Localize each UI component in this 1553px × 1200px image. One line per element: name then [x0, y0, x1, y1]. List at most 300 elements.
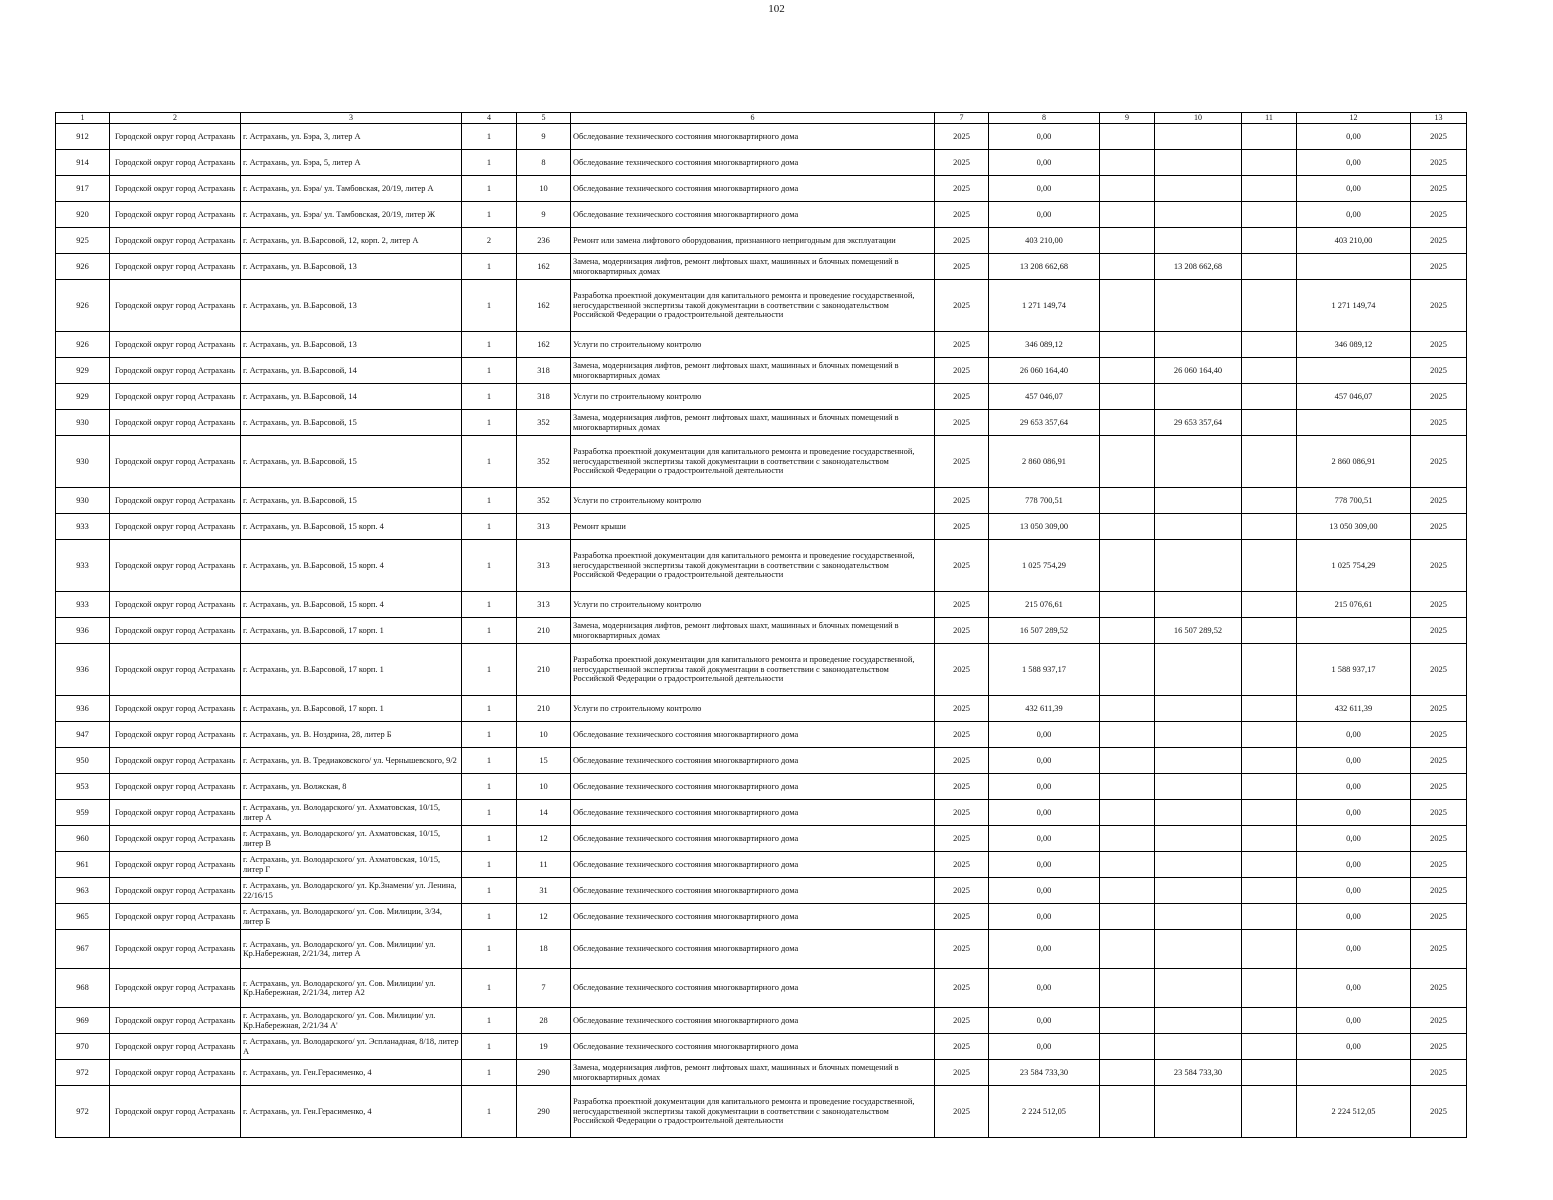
col-9-value — [1100, 384, 1155, 410]
total-cost: 13 050 309,00 — [989, 514, 1100, 540]
col-12-value: 215 076,61 — [1297, 592, 1411, 618]
col-4-value: 1 — [462, 748, 517, 774]
address: г. Астрахань, ул. Волжская, 8 — [241, 774, 462, 800]
completion-year: 2025 — [1411, 696, 1467, 722]
completion-year: 2025 — [1411, 202, 1467, 228]
col-12-value — [1297, 618, 1411, 644]
col-4-value: 1 — [462, 280, 517, 332]
col-10-value — [1155, 826, 1242, 852]
row-number: 953 — [56, 774, 110, 800]
row-number: 930 — [56, 488, 110, 514]
work-type: Замена, модернизация лифтов, ремонт лифтовых шахт, машинных и блочных помещений в многоквартирных домах — [571, 410, 935, 436]
col-9-value — [1100, 124, 1155, 150]
work-type: Замена, модернизация лифтов, ремонт лифтовых шахт, машинных и блочных помещений в многоквартирных домах — [571, 254, 935, 280]
col-9-value — [1100, 722, 1155, 748]
completion-year: 2025 — [1411, 969, 1467, 1008]
col-9-value — [1100, 1086, 1155, 1138]
address: г. Астрахань, ул. В.Барсовой, 13 — [241, 254, 462, 280]
col-5-value: 318 — [517, 384, 571, 410]
col-11-value — [1242, 202, 1297, 228]
col-4-value: 1 — [462, 774, 517, 800]
col-4-value: 1 — [462, 124, 517, 150]
col-9-value — [1100, 202, 1155, 228]
completion-year: 2025 — [1411, 332, 1467, 358]
col-10-value: 26 060 164,40 — [1155, 358, 1242, 384]
work-type: Ремонт крыши — [571, 514, 935, 540]
col-12-value — [1297, 1060, 1411, 1086]
col-11-value — [1242, 878, 1297, 904]
completion-year: 2025 — [1411, 644, 1467, 696]
completion-year: 2025 — [1411, 124, 1467, 150]
col-9-value — [1100, 644, 1155, 696]
col-12-value: 2 224 512,05 — [1297, 1086, 1411, 1138]
col-12-value: 346 089,12 — [1297, 332, 1411, 358]
table-row — [56, 618, 1467, 644]
col-11-value — [1242, 228, 1297, 254]
total-cost: 1 588 937,17 — [989, 644, 1100, 696]
total-cost: 2 224 512,05 — [989, 1086, 1100, 1138]
col-5-value: 31 — [517, 878, 571, 904]
address: г. Астрахань, ул. В.Барсовой, 17 корп. 1 — [241, 644, 462, 696]
address: г. Астрахань, ул. Володарского/ ул. Сов. Милиции/ ул. Кр.Набережная, 2/21/34, литер А — [241, 930, 462, 969]
year: 2025 — [935, 1086, 989, 1138]
col-12-value: 0,00 — [1297, 722, 1411, 748]
completion-year: 2025 — [1411, 436, 1467, 488]
completion-year: 2025 — [1411, 930, 1467, 969]
column-header-12: 12 — [1297, 113, 1411, 124]
col-11-value — [1242, 748, 1297, 774]
col-4-value: 1 — [462, 540, 517, 592]
address: г. Астрахань, ул. Володарского/ ул. Эспланадная, 8/18, литер А — [241, 1034, 462, 1060]
municipality: Городской округ город Астрахань — [110, 332, 241, 358]
table-body — [56, 124, 1467, 1138]
col-11-value — [1242, 332, 1297, 358]
work-type: Услуги по строительному контролю — [571, 384, 935, 410]
col-12-value: 0,00 — [1297, 904, 1411, 930]
row-number: 969 — [56, 1008, 110, 1034]
col-5-value: 18 — [517, 930, 571, 969]
year: 2025 — [935, 826, 989, 852]
column-header-1: 1 — [56, 113, 110, 124]
column-header-8: 8 — [989, 113, 1100, 124]
col-10-value: 16 507 289,52 — [1155, 618, 1242, 644]
total-cost: 0,00 — [989, 878, 1100, 904]
col-4-value: 1 — [462, 878, 517, 904]
completion-year: 2025 — [1411, 1060, 1467, 1086]
municipality: Городской округ город Астрахань — [110, 202, 241, 228]
col-12-value: 0,00 — [1297, 800, 1411, 826]
col-10-value — [1155, 436, 1242, 488]
col-5-value: 12 — [517, 904, 571, 930]
total-cost: 23 584 733,30 — [989, 1060, 1100, 1086]
col-12-value: 1 588 937,17 — [1297, 644, 1411, 696]
col-4-value: 1 — [462, 514, 517, 540]
table-row — [56, 436, 1467, 488]
work-type: Услуги по строительному контролю — [571, 488, 935, 514]
completion-year: 2025 — [1411, 852, 1467, 878]
col-10-value — [1155, 800, 1242, 826]
year: 2025 — [935, 150, 989, 176]
table-row — [56, 1034, 1467, 1060]
address: г. Астрахань, ул. В.Барсовой, 12, корп. 2, литер А — [241, 228, 462, 254]
address: г. Астрахань, ул. Володарского/ ул. Кр.Знамени/ ул. Ленина, 22/16/15 — [241, 878, 462, 904]
total-cost: 26 060 164,40 — [989, 358, 1100, 384]
work-type: Разработка проектной документации для капитального ремонта и проведение государственной, негосударственной экспертизы такой документации в соответствии с законодательством Российской Федерации о градостроительной деятельности — [571, 540, 935, 592]
col-10-value — [1155, 878, 1242, 904]
completion-year: 2025 — [1411, 1008, 1467, 1034]
total-cost: 0,00 — [989, 969, 1100, 1008]
col-4-value: 1 — [462, 852, 517, 878]
address: г. Астрахань, ул. В.Барсовой, 13 — [241, 280, 462, 332]
col-10-value — [1155, 1086, 1242, 1138]
col-9-value — [1100, 748, 1155, 774]
col-9-value — [1100, 1060, 1155, 1086]
col-11-value — [1242, 774, 1297, 800]
row-number: 912 — [56, 124, 110, 150]
col-4-value: 1 — [462, 150, 517, 176]
col-12-value: 403 210,00 — [1297, 228, 1411, 254]
total-cost: 0,00 — [989, 1008, 1100, 1034]
col-11-value — [1242, 696, 1297, 722]
col-9-value — [1100, 436, 1155, 488]
column-header-9: 9 — [1100, 113, 1155, 124]
col-12-value — [1297, 410, 1411, 436]
work-type: Обследование технического состояния многоквартирного дома — [571, 800, 935, 826]
col-10-value — [1155, 384, 1242, 410]
col-12-value: 0,00 — [1297, 202, 1411, 228]
col-4-value: 1 — [462, 176, 517, 202]
table-row — [56, 254, 1467, 280]
work-type: Обследование технического состояния многоквартирного дома — [571, 969, 935, 1008]
work-type: Обследование технического состояния многоквартирного дома — [571, 852, 935, 878]
total-cost: 0,00 — [989, 852, 1100, 878]
address: г. Астрахань, ул. В.Барсовой, 15 — [241, 436, 462, 488]
table-row — [56, 150, 1467, 176]
col-4-value: 1 — [462, 384, 517, 410]
municipality: Городской округ город Астрахань — [110, 1060, 241, 1086]
year: 2025 — [935, 852, 989, 878]
col-9-value — [1100, 969, 1155, 1008]
col-10-value — [1155, 930, 1242, 969]
year: 2025 — [935, 774, 989, 800]
year: 2025 — [935, 202, 989, 228]
year: 2025 — [935, 124, 989, 150]
col-9-value — [1100, 592, 1155, 618]
table-row — [56, 592, 1467, 618]
table-row — [56, 202, 1467, 228]
col-5-value: 352 — [517, 436, 571, 488]
work-type: Разработка проектной документации для капитального ремонта и проведение государственной, негосударственной экспертизы такой документации в соответствии с законодательством Российской Федерации о градостроительной деятельности — [571, 280, 935, 332]
address: г. Астрахань, ул. В.Барсовой, 15 корп. 4 — [241, 592, 462, 618]
col-5-value: 210 — [517, 696, 571, 722]
col-5-value: 11 — [517, 852, 571, 878]
col-11-value — [1242, 930, 1297, 969]
col-9-value — [1100, 176, 1155, 202]
col-4-value: 1 — [462, 202, 517, 228]
work-type: Ремонт или замена лифтового оборудования, признанного непригодным для эксплуатации — [571, 228, 935, 254]
col-10-value — [1155, 540, 1242, 592]
col-9-value — [1100, 514, 1155, 540]
col-11-value — [1242, 592, 1297, 618]
col-9-value — [1100, 540, 1155, 592]
col-5-value: 352 — [517, 488, 571, 514]
municipality: Городской округ город Астрахань — [110, 644, 241, 696]
col-11-value — [1242, 969, 1297, 1008]
col-12-value: 778 700,51 — [1297, 488, 1411, 514]
work-type: Замена, модернизация лифтов, ремонт лифтовых шахт, машинных и блочных помещений в многоквартирных домах — [571, 358, 935, 384]
address: г. Астрахань, ул. Ген.Герасименко, 4 — [241, 1086, 462, 1138]
col-9-value — [1100, 1034, 1155, 1060]
completion-year: 2025 — [1411, 176, 1467, 202]
total-cost: 0,00 — [989, 930, 1100, 969]
col-5-value: 10 — [517, 774, 571, 800]
municipality: Городской округ город Астрахань — [110, 488, 241, 514]
row-number: 959 — [56, 800, 110, 826]
col-10-value — [1155, 722, 1242, 748]
completion-year: 2025 — [1411, 150, 1467, 176]
year: 2025 — [935, 228, 989, 254]
work-type: Обследование технического состояния многоквартирного дома — [571, 930, 935, 969]
col-5-value: 210 — [517, 618, 571, 644]
col-12-value: 1 271 149,74 — [1297, 280, 1411, 332]
col-11-value — [1242, 540, 1297, 592]
municipality: Городской округ город Астрахань — [110, 514, 241, 540]
address: г. Астрахань, ул. Володарского/ ул. Ахматовская, 10/15, литер А — [241, 800, 462, 826]
col-10-value — [1155, 904, 1242, 930]
col-4-value: 1 — [462, 358, 517, 384]
year: 2025 — [935, 384, 989, 410]
col-11-value — [1242, 1086, 1297, 1138]
col-5-value: 162 — [517, 280, 571, 332]
address: г. Астрахань, ул. В.Барсовой, 15 — [241, 488, 462, 514]
row-number: 929 — [56, 384, 110, 410]
col-11-value — [1242, 176, 1297, 202]
row-number: 936 — [56, 696, 110, 722]
year: 2025 — [935, 254, 989, 280]
table-row — [56, 696, 1467, 722]
col-11-value — [1242, 904, 1297, 930]
col-12-value: 0,00 — [1297, 176, 1411, 202]
col-5-value: 8 — [517, 150, 571, 176]
work-type: Услуги по строительному контролю — [571, 696, 935, 722]
work-type: Замена, модернизация лифтов, ремонт лифтовых шахт, машинных и блочных помещений в многоквартирных домах — [571, 1060, 935, 1086]
col-4-value: 1 — [462, 826, 517, 852]
col-9-value — [1100, 358, 1155, 384]
completion-year: 2025 — [1411, 878, 1467, 904]
table-row — [56, 124, 1467, 150]
col-10-value — [1155, 696, 1242, 722]
address: г. Астрахань, ул. Бэра/ ул. Тамбовская, 20/19, литер А — [241, 176, 462, 202]
col-4-value: 1 — [462, 1034, 517, 1060]
address: г. Астрахань, ул. В.Барсовой, 17 корп. 1 — [241, 618, 462, 644]
work-type: Обследование технического состояния многоквартирного дома — [571, 1008, 935, 1034]
column-header-3: 3 — [241, 113, 462, 124]
col-11-value — [1242, 644, 1297, 696]
column-number-header-row — [56, 113, 1467, 124]
col-4-value: 1 — [462, 696, 517, 722]
table-row — [56, 540, 1467, 592]
col-4-value: 1 — [462, 1008, 517, 1034]
total-cost: 0,00 — [989, 176, 1100, 202]
column-header-10: 10 — [1155, 113, 1242, 124]
completion-year: 2025 — [1411, 1086, 1467, 1138]
row-number: 963 — [56, 878, 110, 904]
municipality: Городской округ город Астрахань — [110, 1008, 241, 1034]
municipality: Городской округ город Астрахань — [110, 254, 241, 280]
work-type: Обследование технического состояния многоквартирного дома — [571, 176, 935, 202]
address: г. Астрахань, ул. В.Барсовой, 15 — [241, 410, 462, 436]
col-4-value: 1 — [462, 592, 517, 618]
col-12-value: 0,00 — [1297, 748, 1411, 774]
col-4-value: 1 — [462, 969, 517, 1008]
col-4-value: 1 — [462, 1060, 517, 1086]
col-5-value: 162 — [517, 332, 571, 358]
col-4-value: 1 — [462, 332, 517, 358]
col-5-value: 12 — [517, 826, 571, 852]
table-row — [56, 1008, 1467, 1034]
col-5-value: 15 — [517, 748, 571, 774]
column-header-7: 7 — [935, 113, 989, 124]
work-type: Обследование технического состояния многоквартирного дома — [571, 722, 935, 748]
row-number: 920 — [56, 202, 110, 228]
col-9-value — [1100, 774, 1155, 800]
year: 2025 — [935, 1060, 989, 1086]
table-row — [56, 826, 1467, 852]
total-cost: 403 210,00 — [989, 228, 1100, 254]
row-number: 970 — [56, 1034, 110, 1060]
municipality: Городской округ город Астрахань — [110, 969, 241, 1008]
municipality: Городской округ город Астрахань — [110, 826, 241, 852]
col-12-value: 432 611,39 — [1297, 696, 1411, 722]
col-4-value: 1 — [462, 722, 517, 748]
table-row — [56, 332, 1467, 358]
row-number: 914 — [56, 150, 110, 176]
col-5-value: 236 — [517, 228, 571, 254]
table-row — [56, 748, 1467, 774]
col-10-value — [1155, 1008, 1242, 1034]
col-5-value: 210 — [517, 644, 571, 696]
col-9-value — [1100, 488, 1155, 514]
row-number: 926 — [56, 254, 110, 280]
row-number: 926 — [56, 332, 110, 358]
address: г. Астрахань, ул. Володарского/ ул. Сов. Милиции/ ул. Кр.Набережная, 2/21/34, литер А2 — [241, 969, 462, 1008]
address: г. Астрахань, ул. В.Барсовой, 14 — [241, 384, 462, 410]
col-4-value: 1 — [462, 488, 517, 514]
year: 2025 — [935, 969, 989, 1008]
table-row — [56, 410, 1467, 436]
col-9-value — [1100, 1008, 1155, 1034]
col-10-value — [1155, 852, 1242, 878]
col-5-value: 318 — [517, 358, 571, 384]
row-number: 967 — [56, 930, 110, 969]
row-number: 972 — [56, 1060, 110, 1086]
col-10-value — [1155, 514, 1242, 540]
col-9-value — [1100, 878, 1155, 904]
year: 2025 — [935, 592, 989, 618]
work-type: Обследование технического состояния многоквартирного дома — [571, 748, 935, 774]
col-12-value: 0,00 — [1297, 124, 1411, 150]
col-10-value — [1155, 228, 1242, 254]
col-5-value: 290 — [517, 1086, 571, 1138]
address: г. Астрахань, ул. В.Барсовой, 14 — [241, 358, 462, 384]
col-5-value: 313 — [517, 592, 571, 618]
address: г. Астрахань, ул. В.Барсовой, 15 корп. 4 — [241, 514, 462, 540]
table-row — [56, 800, 1467, 826]
municipality: Городской округ город Астрахань — [110, 774, 241, 800]
col-4-value: 1 — [462, 436, 517, 488]
col-9-value — [1100, 826, 1155, 852]
col-12-value: 0,00 — [1297, 826, 1411, 852]
work-type: Замена, модернизация лифтов, ремонт лифтовых шахт, машинных и блочных помещений в многоквартирных домах — [571, 618, 935, 644]
table-row — [56, 280, 1467, 332]
col-9-value — [1100, 618, 1155, 644]
total-cost: 432 611,39 — [989, 696, 1100, 722]
col-4-value: 1 — [462, 1086, 517, 1138]
total-cost: 1 271 149,74 — [989, 280, 1100, 332]
col-5-value: 28 — [517, 1008, 571, 1034]
col-5-value: 10 — [517, 722, 571, 748]
row-number: 961 — [56, 852, 110, 878]
year: 2025 — [935, 332, 989, 358]
total-cost: 0,00 — [989, 774, 1100, 800]
work-type: Обследование технического состояния многоквартирного дома — [571, 826, 935, 852]
col-10-value — [1155, 332, 1242, 358]
municipality: Городской округ город Астрахань — [110, 150, 241, 176]
address: г. Астрахань, ул. В.Барсовой, 13 — [241, 332, 462, 358]
year: 2025 — [935, 1008, 989, 1034]
municipality: Городской округ город Астрахань — [110, 384, 241, 410]
work-type: Обследование технического состояния многоквартирного дома — [571, 202, 935, 228]
col-9-value — [1100, 150, 1155, 176]
col-12-value: 0,00 — [1297, 969, 1411, 1008]
year: 2025 — [935, 696, 989, 722]
total-cost: 2 860 086,91 — [989, 436, 1100, 488]
col-5-value: 14 — [517, 800, 571, 826]
municipality: Городской округ город Астрахань — [110, 800, 241, 826]
table-row — [56, 969, 1467, 1008]
year: 2025 — [935, 176, 989, 202]
row-number: 933 — [56, 514, 110, 540]
row-number: 917 — [56, 176, 110, 202]
row-number: 960 — [56, 826, 110, 852]
row-number: 930 — [56, 436, 110, 488]
total-cost: 0,00 — [989, 826, 1100, 852]
col-12-value: 1 025 754,29 — [1297, 540, 1411, 592]
row-number: 933 — [56, 592, 110, 618]
work-type: Обследование технического состояния многоквартирного дома — [571, 878, 935, 904]
col-5-value: 9 — [517, 202, 571, 228]
total-cost: 778 700,51 — [989, 488, 1100, 514]
table-row — [56, 644, 1467, 696]
address: г. Астрахань, ул. Володарского/ ул. Ахматовская, 10/15, литер В — [241, 826, 462, 852]
year: 2025 — [935, 644, 989, 696]
col-5-value: 10 — [517, 176, 571, 202]
col-11-value — [1242, 410, 1297, 436]
table-row — [56, 384, 1467, 410]
year: 2025 — [935, 410, 989, 436]
col-12-value: 457 046,07 — [1297, 384, 1411, 410]
completion-year: 2025 — [1411, 228, 1467, 254]
address: г. Астрахань, ул. В.Барсовой, 15 корп. 4 — [241, 540, 462, 592]
col-9-value — [1100, 696, 1155, 722]
municipality: Городской округ город Астрахань — [110, 696, 241, 722]
column-header-11: 11 — [1242, 113, 1297, 124]
address: г. Астрахань, ул. Ген.Герасименко, 4 — [241, 1060, 462, 1086]
total-cost: 0,00 — [989, 722, 1100, 748]
row-number: 936 — [56, 618, 110, 644]
address: г. Астрахань, ул. Володарского/ ул. Сов. Милиции, 3/34, литер Б — [241, 904, 462, 930]
table-row — [56, 904, 1467, 930]
